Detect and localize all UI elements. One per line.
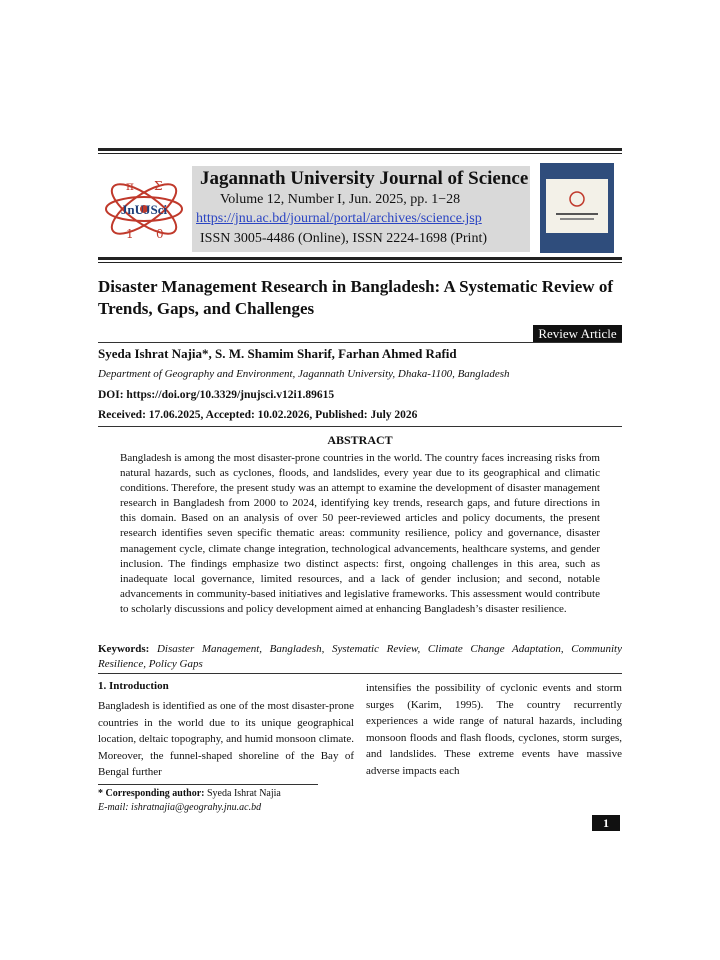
page-number: 1 bbox=[592, 815, 620, 831]
keywords-label: Keywords: bbox=[98, 643, 150, 655]
article-title: Disaster Management Research in Bangladesh: A Systematic Review of Trends, Gaps, and Challenges bbox=[98, 277, 613, 318]
logo-pi: π bbox=[126, 179, 134, 193]
corresponding-name: Syeda Ishrat Najia bbox=[207, 788, 281, 799]
abstract-text: Bangladesh is among the most disaster-prone countries in the world. The country faces increasing risks from natural hazards, such as cyclones, floods, and landslides, every year due to its geographical and climatic conditions. Therefore, the present study was an attempt to examine the development of disaster management research in Bangladesh from 2000 to 2024, identifying key trends, research gaps, and future directions in this domain. Based on an analysis of over 50 peer-reviewed articles and policy documents, the present research identifies seven specific thematic areas: community resilience, policy and governance, disaster management cycle, climate change integration, technological advancements, healthcare systems, and gender inclusion. The findings emphasize two distinct aspects: first, ongoing challenges in this area, such as inadequate local governance, limited resources, and a lack of gender inclusion; and second, notable advancements in community-based initiatives and legislative frameworks. This assessment would contribute to scholarly discussions and policy development aimed at enhancing Bangladesh’s disaster resilience. bbox=[120, 452, 600, 615]
corresponding-author bbox=[98, 788, 281, 799]
keywords-text: Disaster Management, Bangladesh, Systematic Review, Climate Change Adaptation, Community Resilience, Policy Gaps bbox=[98, 643, 623, 670]
intro-left-column: Bangladesh is identified as one of the most disaster-prone countries in the world due to its unique geographical location, deltaic topography, and humid monsoon climate. Moreover, the funnel-shaped shoreline of the Bay of Bengal further bbox=[98, 700, 354, 778]
keywords bbox=[98, 642, 622, 672]
article-type-badge: Review Article bbox=[533, 325, 622, 342]
logo-one: 1 bbox=[126, 227, 134, 241]
header-bottom-rule bbox=[98, 257, 622, 260]
journal-volume: Volume 12, Number I, Jun. 2025, pp. 1−28 bbox=[220, 192, 461, 207]
author-affiliation: Department of Geography and Environment, Jagannath University, Dhaka-1100, Bangladesh bbox=[98, 368, 510, 380]
footnote-rule bbox=[98, 784, 318, 785]
keywords-rule bbox=[98, 673, 622, 674]
header-top-rule bbox=[98, 148, 622, 151]
logo-zero: 0 bbox=[156, 227, 164, 241]
abstract-heading: ABSTRACT bbox=[327, 433, 393, 447]
title-rule bbox=[98, 342, 622, 343]
header-bottom-rule-thin bbox=[98, 262, 622, 263]
intro-right-column: intensifies the possibility of cyclonic events and storm surges (Karim, 1995). The country recurrently experiences a wide range of natural hazards, including monsoon floods and flash floods, cyclones, storm surges, and landslides. These extreme events have massive adverse impacts each bbox=[366, 682, 622, 777]
journal-logo bbox=[104, 172, 184, 246]
corresponding-label: * Corresponding author: bbox=[98, 788, 205, 799]
logo-sigma: Σ bbox=[154, 179, 163, 193]
article-dates: Received: 17.06.2025, Accepted: 10.02.2026, Published: July 2026 bbox=[98, 409, 418, 421]
dates-rule bbox=[98, 426, 622, 427]
journal-issn: ISSN 3005-4486 (Online), ISSN 2224-1698 (Print) bbox=[200, 231, 487, 246]
section-heading-introduction: 1. Introduction bbox=[98, 680, 169, 692]
header-top-rule-thin bbox=[98, 153, 622, 154]
article-authors: Syeda Ishrat Najia*, S. M. Shamim Sharif, Farhan Ahmed Rafid bbox=[98, 346, 457, 361]
article-doi: DOI: https://doi.org/10.3329/jnujsci.v12i1.89615 bbox=[98, 389, 335, 401]
corresponding-email: E-mail: ishratnajia@geograhy.jnu.ac.bd bbox=[98, 802, 262, 813]
journal-cover-image bbox=[540, 163, 614, 253]
logo-text: JnUJSci bbox=[120, 202, 168, 217]
journal-title: Jagannath University Journal of Science bbox=[200, 168, 529, 189]
journal-url-link[interactable]: https://jnu.ac.bd/journal/portal/archives/science.jsp bbox=[196, 211, 482, 226]
